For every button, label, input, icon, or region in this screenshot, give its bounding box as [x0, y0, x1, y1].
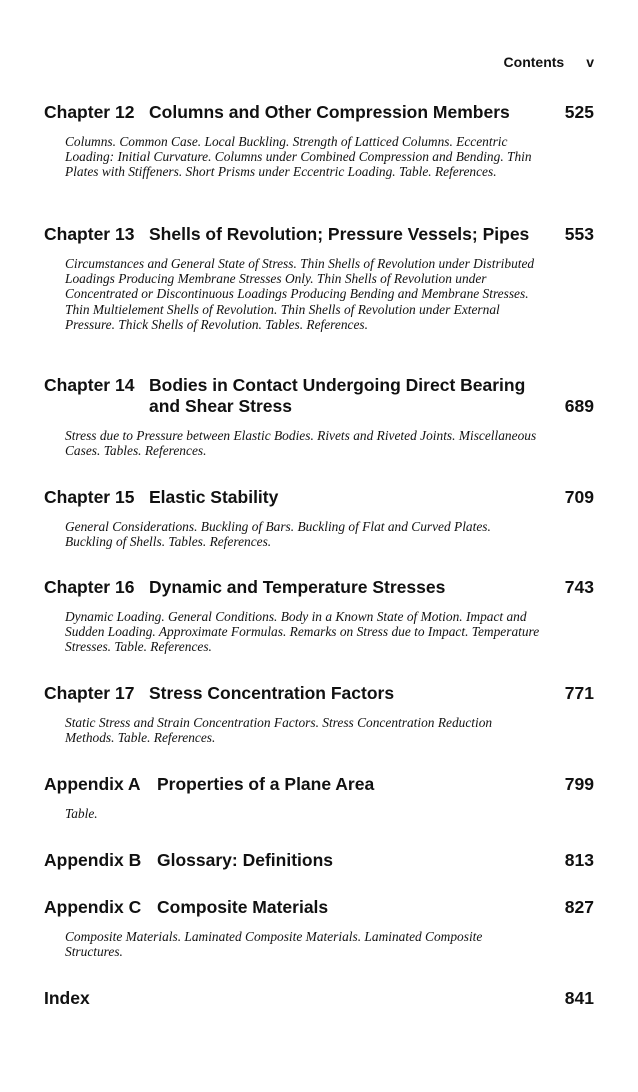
entry-heading [44, 774, 594, 795]
entry-page-number: 841 [564, 988, 594, 1008]
entry-title: Bodies in Contact Undergoing Direct Bearing and Shear Stress [149, 375, 526, 416]
entry-page-number: 525 [564, 102, 594, 122]
entry-description: Table. [65, 806, 98, 821]
entry-title: Columns and Other Compression Members [149, 102, 510, 122]
entry-title: Shells of Revolution; Pressure Vessels; Pipes [149, 224, 530, 244]
entry-label: Chapter 12 [44, 102, 135, 122]
entry-label: Index [44, 988, 90, 1008]
entry-label: Chapter 15 [44, 487, 135, 507]
entry-label: Chapter 13 [44, 224, 135, 244]
toc-entry-appendix-a[interactable] [44, 774, 594, 821]
toc-entry-appendix-b[interactable] [44, 850, 594, 871]
toc-entry-index[interactable] [44, 988, 594, 1009]
entry-title: Properties of a Plane Area [157, 774, 375, 794]
entry-page-number: 799 [564, 774, 594, 794]
entry-heading [44, 683, 594, 704]
entry-label: Chapter 14 [44, 375, 135, 395]
entry-description: General Considerations. Buckling of Bars. Buckling of Flat and Curved Plates. Buckling of Shells. Tables. References. [65, 519, 491, 550]
toc-entry-chapter-13[interactable] [44, 224, 594, 332]
entry-label: Chapter 16 [44, 577, 135, 597]
entry-label: Appendix C [44, 897, 142, 917]
toc-entry-chapter-17[interactable] [44, 683, 594, 745]
toc-entry-chapter-15[interactable] [44, 487, 594, 549]
entry-description: Stress due to Pressure between Elastic Bodies. Rivets and Riveted Joints. Miscellaneous Cases. Tables. References. [65, 428, 537, 459]
entry-heading [44, 897, 594, 918]
entry-description: Composite Materials. Laminated Composite Materials. Laminated Composite Structures. [65, 929, 483, 960]
entry-page-number: 709 [564, 487, 594, 507]
entry-heading [44, 102, 594, 123]
header-page-number: v [586, 54, 594, 70]
entry-heading [44, 577, 594, 598]
entry-page-number: 813 [564, 850, 594, 870]
entry-label: Appendix A [44, 774, 141, 794]
entry-heading [44, 224, 594, 245]
entry-heading [44, 375, 594, 417]
entry-page-number: 553 [564, 224, 594, 244]
entry-page-number: 689 [564, 396, 594, 416]
entry-description: Columns. Common Case. Local Buckling. Strength of Latticed Columns. Eccentric Loading: Initial Curvature. Columns under Combined Compression and Bending. Thin Plates with Stiffeners. Short Prisms under Eccentric Loading. Table. References. [65, 134, 532, 180]
entry-heading [44, 487, 594, 508]
toc-entry-chapter-12[interactable] [44, 102, 594, 180]
entry-label: Appendix B [44, 850, 142, 870]
entry-heading [44, 850, 594, 871]
entry-title: Dynamic and Temperature Stresses [149, 577, 446, 597]
toc-entry-chapter-14[interactable] [44, 375, 594, 458]
entry-title: Composite Materials [157, 897, 329, 917]
entry-label: Chapter 17 [44, 683, 135, 703]
entry-title: Stress Concentration Factors [149, 683, 395, 703]
toc-entry-chapter-16[interactable] [44, 577, 594, 655]
entry-description: Static Stress and Strain Concentration Factors. Stress Concentration Reduction Methods. Table. References. [65, 715, 493, 746]
entry-title: Glossary: Definitions [157, 850, 334, 870]
entry-page-number: 827 [564, 897, 594, 917]
entry-title: Elastic Stability [149, 487, 279, 507]
entry-page-number: 743 [564, 577, 594, 597]
toc-entry-appendix-c[interactable] [44, 897, 594, 959]
entry-page-number: 771 [564, 683, 594, 703]
entry-heading [44, 988, 594, 1009]
entry-description: Dynamic Loading. General Conditions. Body in a Known State of Motion. Impact and Sudden Loading. Approximate Formulas. Remarks on Stress due to Impact. Temperature Stresses. Table. References. [65, 609, 540, 655]
entry-description: Circumstances and General State of Stress. Thin Shells of Revolution under Distributed Loadings Producing Membrane Stresses Only. Thin Shells of Revolution under Concentrated or Discontinuous Loadings Producing Bending and Membrane Stresses. Thin Multielement Shells of Revolution. Thin Shells of Revolution under External Pressure. Thick Shells of Revolution. Tables. References. [65, 256, 535, 332]
running-header [504, 54, 594, 70]
header-section-title: Contents [503, 54, 565, 70]
